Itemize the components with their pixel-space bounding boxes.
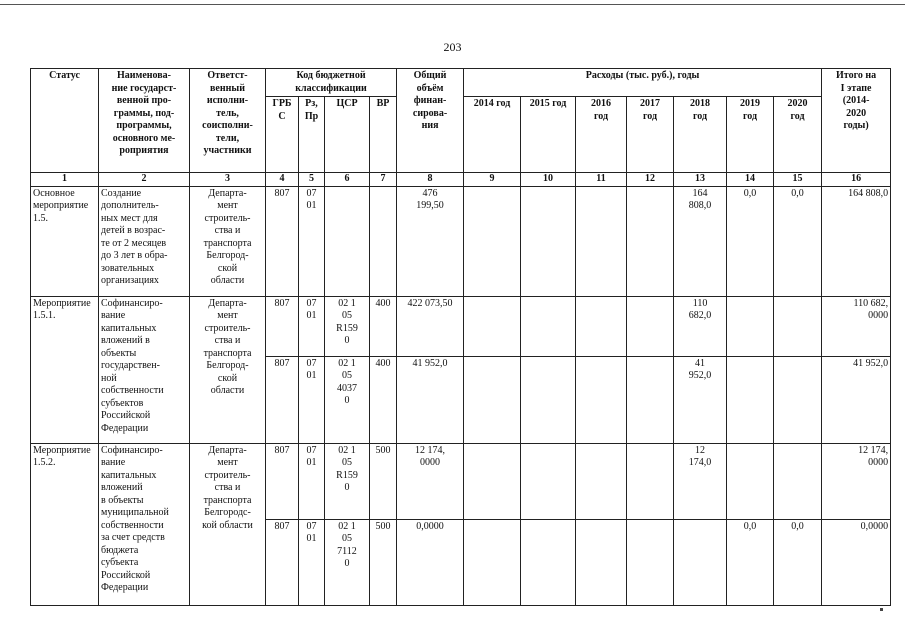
- row-2019: 0,0: [727, 519, 774, 605]
- header-2014: 2014 год: [464, 97, 521, 173]
- row-2014: [464, 443, 521, 519]
- row-grbs: 807: [266, 186, 299, 296]
- row-2015: [521, 443, 576, 519]
- row-2015: [521, 296, 576, 356]
- row-2014: [464, 356, 521, 443]
- row-2014: [464, 519, 521, 605]
- row-csr: [325, 186, 370, 296]
- row-rzpr: 07 01: [299, 296, 325, 356]
- column-number: 9: [464, 173, 521, 187]
- header-vr: ВР: [370, 97, 397, 173]
- row-2019: [727, 356, 774, 443]
- row-responsible: Департа- мент строитель- ства и транспорта Белгород- ской области: [190, 186, 266, 296]
- column-number: 5: [299, 173, 325, 187]
- header-2020: 2020 год: [774, 97, 822, 173]
- row-2020: [774, 296, 822, 356]
- column-number: 12: [627, 173, 674, 187]
- header-2015: 2015 год: [521, 97, 576, 173]
- row-2015: [521, 356, 576, 443]
- row-2018: 164 808,0: [674, 186, 727, 296]
- row-rzpr: 07 01: [299, 356, 325, 443]
- row-2017: [627, 443, 674, 519]
- row-vr: 500: [370, 519, 397, 605]
- row-2020: [774, 443, 822, 519]
- row-rzpr: 07 01: [299, 443, 325, 519]
- row-2018: 110 682,0: [674, 296, 727, 356]
- row-2017: [627, 296, 674, 356]
- row-stage-total: 12 174, 0000: [822, 443, 891, 519]
- header-stage-total: Итого на I этапе (2014- 2020 годы): [822, 69, 891, 173]
- header-name: Наименова- ние государст- венной про- граммы, под- программы, основного ме- роприятия: [99, 69, 190, 173]
- row-2020: [774, 356, 822, 443]
- row-2018: 41 952,0: [674, 356, 727, 443]
- scan-dot: [880, 608, 883, 611]
- row-rzpr: 07 01: [299, 186, 325, 296]
- row-name: Софинансиро- вание капитальных вложений в объекты государствен- ной собственности субъектов Российской Федерации: [99, 296, 190, 443]
- header-2018: 2018 год: [674, 97, 727, 173]
- row-responsible: Департа- мент строитель- ства и транспорта Белгород- ской области: [190, 296, 266, 443]
- row-2019: 0,0: [727, 186, 774, 296]
- row-2018: 12 174,0: [674, 443, 727, 519]
- row-csr: 02 1 05 4037 0: [325, 356, 370, 443]
- column-number: 10: [521, 173, 576, 187]
- column-number: 13: [674, 173, 727, 187]
- header-expenses: Расходы (тыс. руб.), годы: [464, 69, 822, 97]
- row-vr: 400: [370, 296, 397, 356]
- row-stage-total: 164 808,0: [822, 186, 891, 296]
- column-number: 7: [370, 173, 397, 187]
- header-grbs: ГРБ С: [266, 97, 299, 173]
- row-2016: [576, 356, 627, 443]
- header-2016: 2016 год: [576, 97, 627, 173]
- row-grbs: 807: [266, 443, 299, 519]
- budget-table: [30, 68, 891, 606]
- row-grbs: 807: [266, 519, 299, 605]
- column-number: 2: [99, 173, 190, 187]
- row-grbs: 807: [266, 296, 299, 356]
- header-2019: 2019 год: [727, 97, 774, 173]
- row-2020: 0,0: [774, 519, 822, 605]
- column-number: 15: [774, 173, 822, 187]
- header-budget-code: Код бюджетной классификации: [266, 69, 397, 97]
- row-2015: [521, 186, 576, 296]
- row-csr: 02 1 05 R159 0: [325, 443, 370, 519]
- column-number: 16: [822, 173, 891, 187]
- row-name: Создание дополнитель- ных мест для детей в возрас- те от 2 месяцев до 3 лет в обра- зовательных организациях: [99, 186, 190, 296]
- column-number: 4: [266, 173, 299, 187]
- column-number: 8: [397, 173, 464, 187]
- header-2017: 2017 год: [627, 97, 674, 173]
- row-rzpr: 07 01: [299, 519, 325, 605]
- row-vr: 400: [370, 356, 397, 443]
- header-rzpr: Рз, Пр: [299, 97, 325, 173]
- row-total: 0,0000: [397, 519, 464, 605]
- row-csr: 02 1 05 R159 0: [325, 296, 370, 356]
- column-number: 14: [727, 173, 774, 187]
- row-2016: [576, 443, 627, 519]
- column-number: 6: [325, 173, 370, 187]
- row-2016: [576, 186, 627, 296]
- row-status: Основное мероприятие 1.5.: [31, 186, 99, 296]
- row-total: 422 073,50: [397, 296, 464, 356]
- header-status: Статус: [31, 69, 99, 173]
- row-total: 41 952,0: [397, 356, 464, 443]
- row-name: Софинансиро- вание капитальных вложений в объекты муниципальной собственности за счет средств бюджета субъекта Российской Федерации: [99, 443, 190, 605]
- page-number: 203: [443, 40, 462, 54]
- row-2014: [464, 296, 521, 356]
- row-stage-total: 0,0000: [822, 519, 891, 605]
- row-2016: [576, 296, 627, 356]
- row-vr: 500: [370, 443, 397, 519]
- row-status: Мероприятие 1.5.1.: [31, 296, 99, 443]
- row-csr: 02 1 05 7112 0: [325, 519, 370, 605]
- row-vr: [370, 186, 397, 296]
- row-2016: [576, 519, 627, 605]
- column-number: 1: [31, 173, 99, 187]
- top-border-line: [0, 4, 905, 5]
- table-row: [31, 296, 891, 356]
- row-2019: [727, 296, 774, 356]
- column-number-row: [31, 173, 891, 187]
- row-responsible: Департа- мент строитель- ства и транспорта Белгородс- кой области: [190, 443, 266, 605]
- row-total: 12 174, 0000: [397, 443, 464, 519]
- table-row: [31, 186, 891, 296]
- column-number: 3: [190, 173, 266, 187]
- row-2017: [627, 519, 674, 605]
- header-total: Общий объём финан- сирова- ния: [397, 69, 464, 173]
- row-2018: [674, 519, 727, 605]
- row-2015: [521, 519, 576, 605]
- row-status: Мероприятие 1.5.2.: [31, 443, 99, 605]
- header-csr: ЦСР: [325, 97, 370, 173]
- header-responsible: Ответст- венный исполни- тель, соисполни- тели, участники: [190, 69, 266, 173]
- column-number: 11: [576, 173, 627, 187]
- row-grbs: 807: [266, 356, 299, 443]
- row-2019: [727, 443, 774, 519]
- row-2014: [464, 186, 521, 296]
- row-stage-total: 110 682, 0000: [822, 296, 891, 356]
- table-row: [31, 443, 891, 519]
- row-total: 476 199,50: [397, 186, 464, 296]
- row-2017: [627, 186, 674, 296]
- row-2020: 0,0: [774, 186, 822, 296]
- row-stage-total: 41 952,0: [822, 356, 891, 443]
- row-2017: [627, 356, 674, 443]
